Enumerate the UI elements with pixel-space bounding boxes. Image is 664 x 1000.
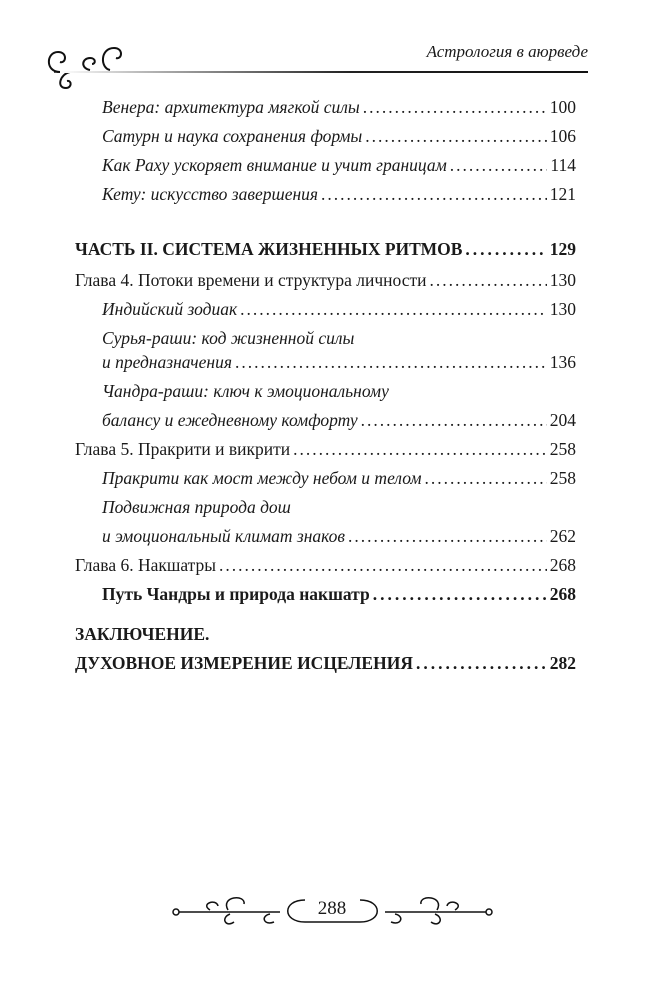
- toc-entry-page: 268: [549, 555, 576, 575]
- page-number: 288: [317, 898, 347, 919]
- toc-entry[interactable]: [102, 125, 576, 147]
- dot-leader: [293, 438, 547, 460]
- toc-conclusion-line1: ЗАКЛЮЧЕНИЕ.: [75, 624, 210, 644]
- toc-entry-page: 262: [549, 526, 576, 546]
- toc-entry[interactable]: [102, 154, 576, 176]
- dot-leader: [450, 154, 548, 176]
- toc-entry-title: Сатурн и наука сохранения формы: [102, 126, 363, 146]
- toc-entry-title: балансу и ежедневному комфорту: [102, 410, 358, 430]
- toc-entry-title: Глава 4. Потоки времени и структура личности: [75, 270, 427, 290]
- toc-entry[interactable]: [102, 467, 576, 489]
- toc-entry[interactable]: [102, 183, 576, 205]
- toc-entry-title: Глава 6. Накшатры: [75, 555, 217, 575]
- toc-entry-page: 100: [549, 97, 576, 117]
- toc-entry-title-line1: Подвижная природа дош: [102, 497, 291, 517]
- dot-leader: [429, 269, 546, 291]
- toc-entry-page: 106: [549, 126, 576, 146]
- dot-leader: [365, 125, 546, 147]
- toc-entry-page: 268: [549, 584, 576, 604]
- toc-entry-title: ДУХОВНОЕ ИЗМЕРЕНИЕ ИСЦЕЛЕНИЯ: [75, 653, 413, 673]
- toc-entry-page: 258: [549, 468, 576, 488]
- toc-entry[interactable]: [102, 351, 576, 373]
- toc-part-heading[interactable]: [75, 238, 576, 260]
- toc-entry-title: Венера: архитектура мягкой силы: [102, 97, 360, 117]
- toc-conclusion[interactable]: [75, 652, 576, 674]
- toc-chapter[interactable]: [75, 554, 576, 576]
- dot-leader: [348, 525, 547, 547]
- toc-entry[interactable]: [102, 583, 576, 605]
- toc-entry-title: Пракрити как мост между небом и телом: [102, 468, 422, 488]
- toc-entry-title: Путь Чандры и природа накшатр: [102, 584, 370, 604]
- toc-entry[interactable]: [102, 298, 576, 320]
- toc-chapter[interactable]: [75, 438, 576, 460]
- toc-entry-page: 130: [549, 299, 576, 319]
- toc-entry-page: 129: [549, 239, 576, 259]
- toc-entry-title-line1: Сурья-раши: код жизненной силы: [102, 328, 355, 348]
- running-header-title: Астрология в аюрведе: [426, 42, 588, 61]
- toc-entry-title: ЧАСТЬ II. СИСТЕМА ЖИЗНЕННЫХ РИТМОВ: [75, 239, 463, 259]
- toc-entry-page: 136: [549, 352, 576, 372]
- toc-entry-title: Как Раху ускоряет внимание и учит границам: [102, 155, 447, 175]
- header-rule: [60, 71, 588, 73]
- toc-entry-page: 258: [549, 439, 576, 459]
- toc-entry-title: и предназначения: [102, 352, 232, 372]
- dot-leader: [416, 652, 547, 674]
- toc-entry-page: 282: [549, 653, 576, 673]
- toc-entry[interactable]: [102, 96, 576, 118]
- toc-entry-title: Глава 5. Пракрити и викрити: [75, 439, 291, 459]
- toc-entry-page: 121: [549, 184, 576, 204]
- toc-entry-title: и эмоциональный климат знаков: [102, 526, 346, 546]
- dot-leader: [235, 351, 547, 373]
- dot-leader: [219, 554, 547, 576]
- dot-leader: [361, 409, 547, 431]
- toc-entry-page: 204: [549, 410, 576, 430]
- toc-entry-page: 114: [550, 155, 576, 175]
- dot-leader: [363, 96, 547, 118]
- dot-leader: [425, 467, 547, 489]
- toc-chapter[interactable]: [75, 269, 576, 291]
- dot-leader: [373, 583, 547, 605]
- header-ornament-icon: [40, 36, 170, 96]
- toc-entry[interactable]: [102, 525, 576, 547]
- toc-entry-title-line1: Чандра-раши: ключ к эмоциональному: [102, 381, 389, 401]
- dot-leader: [321, 183, 547, 205]
- dot-leader: [465, 238, 546, 260]
- toc-entry-page: 130: [549, 270, 576, 290]
- toc-entry[interactable]: [102, 409, 576, 431]
- toc-entry-title: Индийский зодиак: [102, 299, 238, 319]
- dot-leader: [240, 298, 547, 320]
- toc-entry-title: Кету: искусство завершения: [102, 184, 319, 204]
